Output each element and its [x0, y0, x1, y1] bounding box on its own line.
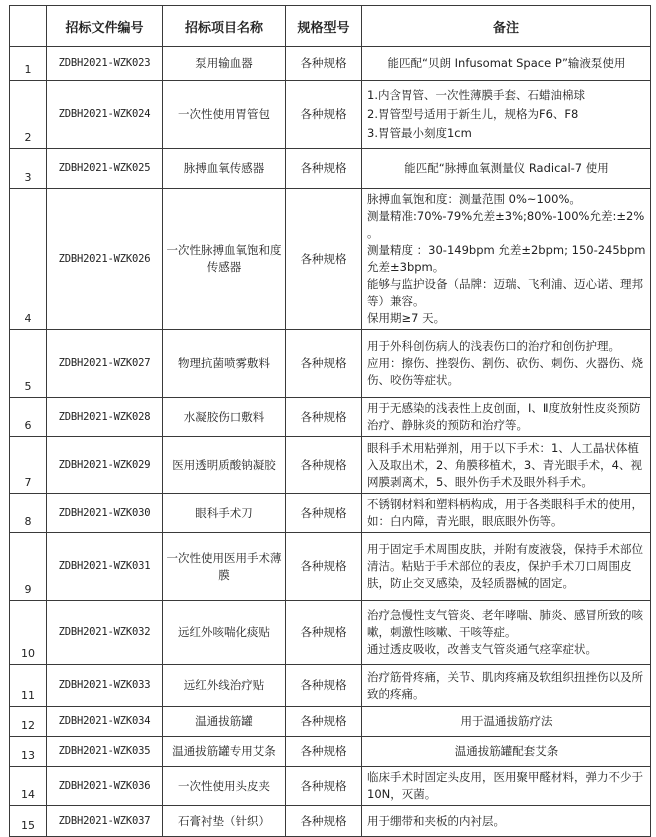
row-index: 5 — [10, 330, 47, 398]
tender-code: ZDBH2021-WZK037 — [47, 806, 163, 837]
table-row — [10, 330, 651, 398]
tender-code: ZDBH2021-WZK026 — [47, 189, 163, 330]
tender-code: ZDBH2021-WZK024 — [47, 81, 163, 149]
item-note — [362, 806, 651, 837]
item-spec: 各种规格 — [286, 806, 362, 837]
item-note — [362, 737, 651, 767]
item-note — [362, 601, 651, 665]
item-note — [362, 330, 651, 398]
note-line: 测量精度 ：30-149bpm 允差±2bpm; 150-245bpm 允差±3bpm。 — [367, 243, 646, 274]
tender-code: ZDBH2021-WZK028 — [47, 398, 163, 437]
table-body — [10, 47, 651, 837]
note-line: 用于绷带和夹板的内衬层。 — [367, 813, 505, 828]
note-line: 眼科手术用粘弹剂，用于以下手术：1、人工晶状体植入及取出术，2、角膜移植术，3、青光眼手术，4、视网膜剥离术，5、眼外伤手术及眼外科手术。 — [367, 440, 642, 489]
note-line: 温通拔筋罐配套艾条 — [454, 744, 559, 758]
header-name: 招标项目名称 — [163, 6, 286, 47]
table-row — [10, 149, 651, 189]
tender-code: ZDBH2021-WZK034 — [47, 707, 163, 737]
item-note — [362, 437, 651, 494]
header-note: 备注 — [362, 6, 651, 47]
item-spec: 各种规格 — [286, 437, 362, 494]
row-index: 8 — [10, 494, 47, 533]
item-note — [362, 47, 651, 81]
row-index: 7 — [10, 437, 47, 494]
item-spec: 各种规格 — [286, 81, 362, 149]
tender-code: ZDBH2021-WZK032 — [47, 601, 163, 665]
item-spec: 各种规格 — [286, 601, 362, 665]
item-spec: 各种规格 — [286, 330, 362, 398]
note-line: 用于固定手术周围皮肤，并附有废液袋，保持手术部位清洁。粘贴于手术部位的表皮，保护手术刀口周围皮肤，防止交叉感染，及轻质器械的固定。 — [367, 542, 643, 590]
tender-code: ZDBH2021-WZK027 — [47, 330, 163, 398]
note-line: 治疗筋骨疼痛，关节、肌肉疼痛及软组织扭挫伤以及所致的疼痛。 — [367, 669, 643, 701]
tender-code: ZDBH2021-WZK036 — [47, 767, 163, 806]
item-note — [362, 81, 651, 149]
note-line: 测量精准:70%-79%允差±3%;80%-100%允差:±2% 。 — [367, 209, 645, 240]
header-row — [10, 6, 651, 47]
table-row — [10, 737, 651, 767]
item-name: 一次性使用头皮夹 — [163, 767, 286, 806]
item-note — [362, 494, 651, 533]
row-index: 14 — [10, 767, 47, 806]
item-spec: 各种规格 — [286, 398, 362, 437]
item-note — [362, 149, 651, 189]
item-name: 远红外线治疗贴 — [163, 665, 286, 707]
tender-code: ZDBH2021-WZK029 — [47, 437, 163, 494]
note-line: 用于外科创伤病人的浅表伤口的治疗和创伤护理。 — [367, 339, 620, 353]
note-line: 通过透皮吸收，改善支气管炎通气痉挛症状。 — [367, 642, 597, 656]
row-index: 2 — [10, 81, 47, 149]
item-name: 脉搏血氧传感器 — [163, 149, 286, 189]
note-line: 3.胃管最小刻度1cm — [367, 126, 472, 140]
table-row — [10, 81, 651, 149]
tender-code: ZDBH2021-WZK033 — [47, 665, 163, 707]
table-row — [10, 494, 651, 533]
item-name: 物理抗菌喷雾敷料 — [163, 330, 286, 398]
tender-code: ZDBH2021-WZK025 — [47, 149, 163, 189]
header-spec: 规格型号 — [286, 6, 362, 47]
item-note — [362, 398, 651, 437]
note-line: 治疗急慢性支气管炎、老年哮喘、肺炎、感冒所致的咳嗽，刺激性咳嗽、干咳等症。 — [367, 608, 643, 639]
tender-code: ZDBH2021-WZK031 — [47, 533, 163, 601]
item-name: 温通拔筋罐 — [163, 707, 286, 737]
item-name: 石膏衬垫（针织） — [163, 806, 286, 837]
item-spec: 各种规格 — [286, 707, 362, 737]
item-name: 一次性使用医用手术薄膜 — [163, 533, 286, 601]
item-note — [362, 189, 651, 330]
item-spec: 各种规格 — [286, 533, 362, 601]
item-name: 远红外咳喘化痰贴 — [163, 601, 286, 665]
row-index: 9 — [10, 533, 47, 601]
item-name: 眼科手术刀 — [163, 494, 286, 533]
tender-code: ZDBH2021-WZK023 — [47, 47, 163, 81]
note-line: 不锈钢材料和塑料柄构成，用于各类眼科手术的使用，如：白内障，青光眼，眼底眼外伤等。 — [367, 497, 643, 528]
row-index: 1 — [10, 47, 47, 81]
note-line: 脉搏血氧饱和度：测量范围 0%~100%。 — [367, 192, 581, 206]
table-row — [10, 189, 651, 330]
item-spec: 各种规格 — [286, 737, 362, 767]
item-name: 医用透明质酸钠凝胶 — [163, 437, 286, 494]
row-index: 4 — [10, 189, 47, 330]
item-spec: 各种规格 — [286, 149, 362, 189]
header-code: 招标文件编号 — [47, 6, 163, 47]
table-row — [10, 398, 651, 437]
item-note — [362, 665, 651, 707]
note-line: 2.胃管型号适用于新生儿，规格为F6、F8 — [367, 107, 579, 121]
note-line: 临床手术时固定头皮用，医用聚甲醛材料，弹力不少于 10N，灭菌。 — [367, 770, 643, 801]
item-name: 温通拔筋罐专用艾条 — [163, 737, 286, 767]
row-index: 3 — [10, 149, 47, 189]
row-index: 12 — [10, 707, 47, 737]
table-row — [10, 47, 651, 81]
note-line: 能匹配“贝朗 Infusomat Space P”输液泵使用 — [387, 56, 626, 70]
item-note — [362, 533, 651, 601]
note-line: 能匹配“脉搏血氧测量仪 Radical-7 使用 — [404, 161, 609, 175]
item-name: 水凝胶伤口敷料 — [163, 398, 286, 437]
item-spec: 各种规格 — [286, 665, 362, 707]
table-row — [10, 767, 651, 806]
table-row — [10, 533, 651, 601]
row-index: 15 — [10, 806, 47, 837]
note-line: 应用：擦伤、挫裂伤、割伤、砍伤、刺伤、火器伤、烧伤、咬伤等症状。 — [367, 356, 643, 387]
table-row — [10, 665, 651, 707]
item-name: 泵用输血器 — [163, 47, 286, 81]
note-line: 用于无感染的浅表性上皮创面，Ⅰ、Ⅱ度放射性皮炎预防治疗、静脉炎的预防和治疗等。 — [367, 401, 641, 432]
note-line: 能够与监护设备（品牌：迈瑞、飞利浦、迈心诺、理邦等）兼容。 — [367, 277, 643, 308]
row-index: 13 — [10, 737, 47, 767]
item-spec: 各种规格 — [286, 767, 362, 806]
item-spec: 各种规格 — [286, 494, 362, 533]
table-row — [10, 707, 651, 737]
item-note — [362, 767, 651, 806]
item-note — [362, 707, 651, 737]
row-index: 11 — [10, 665, 47, 707]
table-row — [10, 437, 651, 494]
tender-code: ZDBH2021-WZK035 — [47, 737, 163, 767]
note-line: 保用期≥7 天。 — [367, 311, 446, 325]
item-name: 一次性使用胃管包 — [163, 81, 286, 149]
header-index — [10, 6, 47, 47]
note-line: 1.内含胃管、一次性薄膜手套、石蜡油棉球 — [367, 88, 585, 102]
item-name: 一次性脉搏血氧饱和度传感器 — [163, 189, 286, 330]
table-row — [10, 601, 651, 665]
row-index: 10 — [10, 601, 47, 665]
note-line: 用于温通拔筋疗法 — [460, 714, 553, 728]
tender-code: ZDBH2021-WZK030 — [47, 494, 163, 533]
row-index: 6 — [10, 398, 47, 437]
tender-table — [9, 5, 651, 837]
item-spec: 各种规格 — [286, 47, 362, 81]
table-row — [10, 806, 651, 837]
item-spec: 各种规格 — [286, 189, 362, 330]
